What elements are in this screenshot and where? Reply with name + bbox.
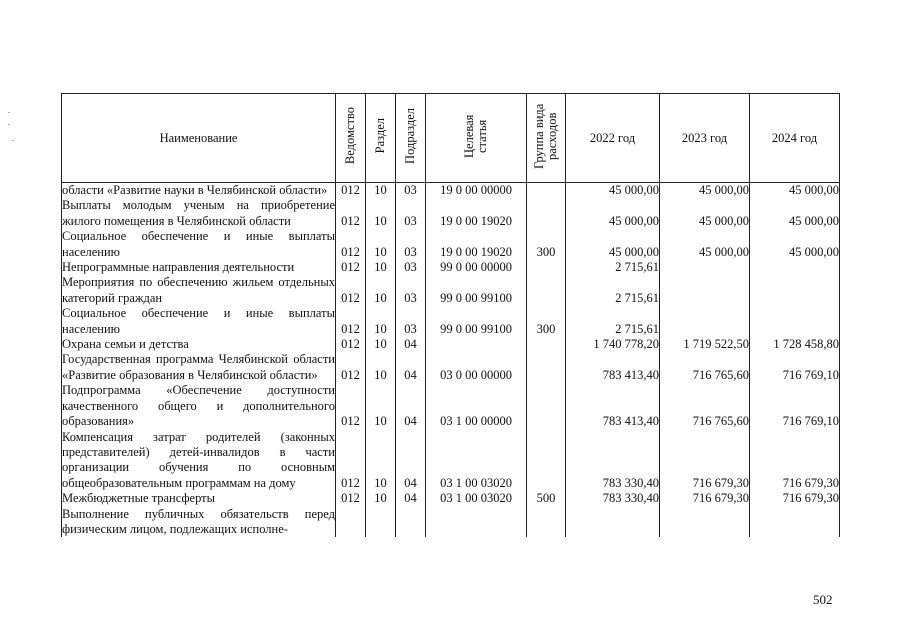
table-row <box>62 507 840 538</box>
row-gruppa: 300 <box>527 229 566 260</box>
row-vedomstvo: 012 <box>336 198 366 229</box>
row-gruppa <box>527 337 566 352</box>
row-2024: 716 769,10 <box>750 352 840 383</box>
row-2023 <box>660 260 750 275</box>
row-vedomstvo: 012 <box>336 229 366 260</box>
table-row <box>62 337 840 352</box>
row-podrazdel: 04 <box>396 337 426 352</box>
row-gruppa <box>527 198 566 229</box>
row-podrazdel: 03 <box>396 229 426 260</box>
row-gruppa <box>527 183 566 199</box>
row-razdel: 10 <box>366 491 396 506</box>
row-podrazdel: 03 <box>396 275 426 306</box>
row-2024: 45 000,00 <box>750 229 840 260</box>
row-2023: 45 000,00 <box>660 183 750 199</box>
row-name: Межбюджетные трансферты <box>62 491 336 506</box>
row-2024 <box>750 306 840 337</box>
row-2023: 45 000,00 <box>660 198 750 229</box>
row-2023: 716 679,30 <box>660 491 750 506</box>
row-name: Социальное обеспечение и иные выплаты населению <box>62 306 335 336</box>
row-razdel: 10 <box>366 337 396 352</box>
row-name: Социальное обеспечение и иные выплаты населению <box>62 229 335 259</box>
row-2022 <box>566 507 660 538</box>
row-2023: 1 719 522,50 <box>660 337 750 352</box>
row-vedomstvo: 012 <box>336 275 366 306</box>
row-celevaya: 03 0 00 00000 <box>426 352 527 383</box>
header-celevaya: Целевая статья <box>426 94 527 183</box>
header-vedomstvo: Ведомство <box>336 94 366 183</box>
header-2023: 2023 год <box>660 94 750 183</box>
row-celevaya <box>426 337 527 352</box>
budget-table <box>61 93 840 537</box>
row-name: области «Развитие науки в Челябинской области» <box>62 183 336 199</box>
row-2024: 716 769,10 <box>750 383 840 429</box>
row-celevaya: 03 1 00 03020 <box>426 491 527 506</box>
row-celevaya: 99 0 00 99100 <box>426 306 527 337</box>
row-2022: 2 715,61 <box>566 306 660 337</box>
row-2022: 783 413,40 <box>566 352 660 383</box>
row-2024: 45 000,00 <box>750 183 840 199</box>
header-razdel: Раздел <box>366 94 396 183</box>
header-row <box>62 94 840 183</box>
row-razdel: 10 <box>366 183 396 199</box>
row-podrazdel: 03 <box>396 306 426 337</box>
row-2022: 1 740 778,20 <box>566 337 660 352</box>
row-name: Мероприятия по обеспечению жильем отдельных категорий граждан <box>62 275 335 305</box>
row-2022: 783 413,40 <box>566 383 660 429</box>
table-row <box>62 306 840 337</box>
table-row <box>62 430 840 492</box>
row-podrazdel: 04 <box>396 430 426 492</box>
row-celevaya <box>426 507 527 538</box>
row-vedomstvo: 012 <box>336 306 366 337</box>
row-celevaya: 99 0 00 99100 <box>426 275 527 306</box>
row-vedomstvo: 012 <box>336 491 366 506</box>
row-razdel: 10 <box>366 352 396 383</box>
row-2023 <box>660 306 750 337</box>
row-2022: 2 715,61 <box>566 260 660 275</box>
row-vedomstvo: 012 <box>336 352 366 383</box>
table-row <box>62 491 840 506</box>
row-2022: 783 330,40 <box>566 430 660 492</box>
row-2022: 45 000,00 <box>566 183 660 199</box>
row-2022: 783 330,40 <box>566 491 660 506</box>
table-row <box>62 383 840 429</box>
table-body <box>62 183 840 538</box>
row-celevaya: 19 0 00 19020 <box>426 198 527 229</box>
row-vedomstvo: 012 <box>336 430 366 492</box>
row-name: Подпрограмма «Обеспечение доступности качественного общего и дополнительного образования» <box>62 383 335 429</box>
table-row <box>62 352 840 383</box>
row-name: Выплаты молодым ученым на приобретение жилого помещения в Челябинской области <box>62 198 335 228</box>
row-razdel: 10 <box>366 229 396 260</box>
row-2024: 1 728 458,80 <box>750 337 840 352</box>
row-celevaya: 19 0 00 19020 <box>426 229 527 260</box>
table-row <box>62 260 840 275</box>
row-podrazdel: 04 <box>396 383 426 429</box>
row-gruppa: 300 <box>527 306 566 337</box>
row-celevaya: 99 0 00 00000 <box>426 260 527 275</box>
row-vedomstvo: 012 <box>336 337 366 352</box>
row-2022: 45 000,00 <box>566 198 660 229</box>
row-podrazdel: 03 <box>396 183 426 199</box>
row-razdel: 10 <box>366 275 396 306</box>
row-2024: 716 679,30 <box>750 491 840 506</box>
scan-mark <box>8 124 10 125</box>
row-vedomstvo: 012 <box>336 183 366 199</box>
row-celevaya: 19 0 00 00000 <box>426 183 527 199</box>
scan-mark <box>12 140 14 141</box>
row-podrazdel: 03 <box>396 260 426 275</box>
row-name: Выполнение публичных обязательств перед физическим лицом, подлежащих исполне- <box>62 506 335 536</box>
table-row <box>62 183 840 199</box>
header-2022: 2022 год <box>566 94 660 183</box>
table-row <box>62 229 840 260</box>
row-2023: 716 765,60 <box>660 383 750 429</box>
row-celevaya: 03 1 00 03020 <box>426 430 527 492</box>
row-2023 <box>660 275 750 306</box>
row-gruppa <box>527 352 566 383</box>
row-celevaya: 03 1 00 00000 <box>426 383 527 429</box>
row-gruppa <box>527 383 566 429</box>
row-razdel: 10 <box>366 260 396 275</box>
row-podrazdel: 04 <box>396 352 426 383</box>
page-number: 502 <box>813 592 833 607</box>
scan-mark <box>8 112 10 113</box>
row-podrazdel: 04 <box>396 491 426 506</box>
row-podrazdel: 03 <box>396 198 426 229</box>
row-2023 <box>660 507 750 538</box>
row-2023: 716 765,60 <box>660 352 750 383</box>
row-2024: 716 679,30 <box>750 430 840 492</box>
row-razdel: 10 <box>366 383 396 429</box>
row-2023: 716 679,30 <box>660 430 750 492</box>
header-2024: 2024 год <box>750 94 840 183</box>
row-2024 <box>750 275 840 306</box>
table-row <box>62 198 840 229</box>
row-podrazdel <box>396 507 426 538</box>
row-name: Охрана семьи и детства <box>62 337 336 352</box>
row-name: Государственная программа Челябинской области «Развитие образования в Челябинской области» <box>62 352 335 382</box>
row-2024 <box>750 260 840 275</box>
row-razdel: 10 <box>366 306 396 337</box>
row-2024 <box>750 507 840 538</box>
row-vedomstvo <box>336 507 366 538</box>
row-gruppa <box>527 260 566 275</box>
header-name: Наименование <box>62 94 336 183</box>
row-2023: 45 000,00 <box>660 229 750 260</box>
table-row <box>62 275 840 306</box>
row-name: Компенсация затрат родителей (законных представителей) детей-инвалидов в части организации обучения по основным общеобразовательным программам на дому <box>62 429 335 490</box>
row-gruppa <box>527 507 566 538</box>
row-2022: 2 715,61 <box>566 275 660 306</box>
row-gruppa: 500 <box>527 491 566 506</box>
row-vedomstvo: 012 <box>336 260 366 275</box>
row-razdel <box>366 507 396 538</box>
row-razdel: 10 <box>366 198 396 229</box>
row-vedomstvo: 012 <box>336 383 366 429</box>
row-name: Непрограммные направления деятельности <box>62 260 336 275</box>
row-gruppa <box>527 275 566 306</box>
header-gruppa: Группа вида расходов <box>527 94 566 183</box>
header-podrazdel: Подраздел <box>396 94 426 183</box>
row-2022: 45 000,00 <box>566 229 660 260</box>
row-2024: 45 000,00 <box>750 198 840 229</box>
row-razdel: 10 <box>366 430 396 492</box>
row-gruppa <box>527 430 566 492</box>
